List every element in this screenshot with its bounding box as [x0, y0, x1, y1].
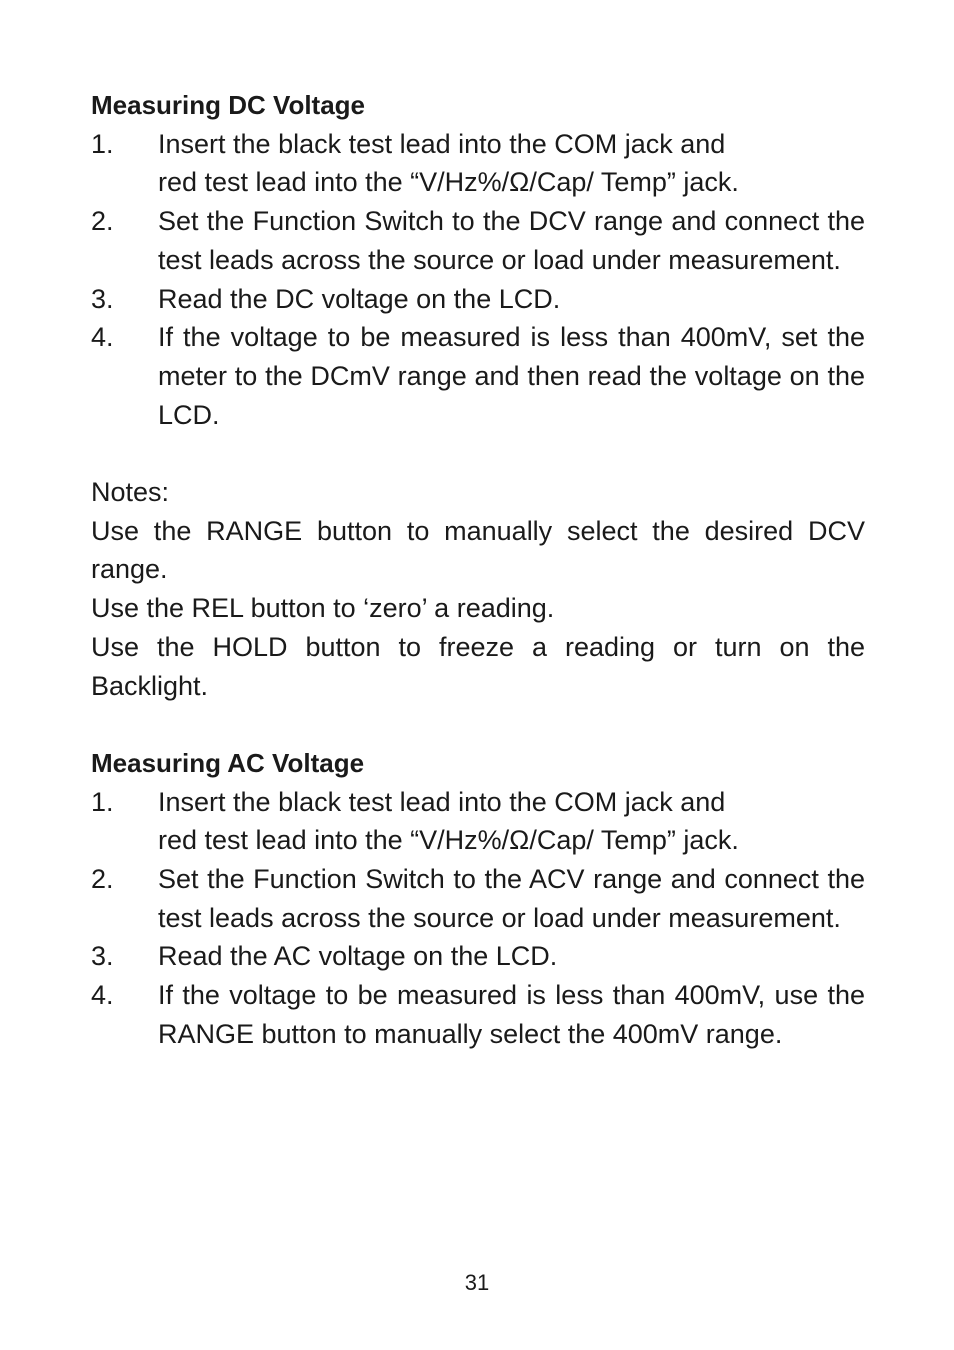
step-number: 3. [91, 941, 114, 972]
list-item [91, 202, 865, 279]
page-body [91, 86, 865, 1054]
step-number: 4. [91, 980, 114, 1011]
step-number: 3. [91, 283, 114, 314]
step-text: If the voltage to be measured is less than 400mV, set the meter to the DCmV range and then read the voltage on the LCD. [158, 322, 865, 430]
notes-block [91, 473, 865, 705]
step-number: 2. [91, 206, 114, 237]
step-number: 1. [91, 786, 114, 817]
notes-title: Notes: [91, 477, 170, 508]
ac-voltage-steps [91, 783, 865, 1054]
step-text: Set the Function Switch to the ACV range and connect the test leads across the source or load under measurement. [158, 864, 865, 933]
spacer [91, 705, 865, 744]
list-item [91, 976, 865, 1053]
list-item [91, 318, 865, 434]
list-item [91, 937, 865, 976]
step-text: Set the Function Switch to the DCV range and connect the test leads across the source or load under measurement. [158, 206, 865, 275]
step-text: Insert the black test lead into the COM jack and [158, 128, 726, 159]
list-item [91, 280, 865, 319]
step-text: red test lead into the “V/Hz%/Ω/Cap/ Temp” jack. [158, 825, 739, 856]
step-text: If the voltage to be measured is less than 400mV, use the RANGE button to manually select the 400mV range. [158, 980, 865, 1049]
dc-voltage-steps [91, 125, 865, 435]
dc-voltage-heading: Measuring DC Voltage [91, 90, 366, 120]
step-text: Read the DC voltage on the LCD. [158, 283, 561, 314]
list-item [91, 125, 865, 202]
step-text: Insert the black test lead into the COM jack and [158, 786, 726, 817]
note-item: Use the HOLD button to freeze a reading or turn on the Backlight. [91, 631, 865, 701]
note-item: Use the REL button to ‘zero’ a reading. [91, 593, 555, 624]
step-number: 1. [91, 128, 114, 159]
page-number: 31 [464, 1270, 490, 1295]
note-item: Use the RANGE button to manually select the desired DCV range. [91, 515, 865, 585]
spacer [91, 434, 865, 473]
step-text: red test lead into the “V/Hz%/Ω/Cap/ Temp” jack. [158, 167, 739, 198]
step-number: 4. [91, 322, 114, 353]
ac-voltage-heading: Measuring AC Voltage [91, 747, 365, 778]
step-text: Read the AC voltage on the LCD. [158, 941, 558, 972]
step-number: 2. [91, 864, 114, 895]
list-item [91, 860, 865, 937]
list-item [91, 783, 865, 860]
